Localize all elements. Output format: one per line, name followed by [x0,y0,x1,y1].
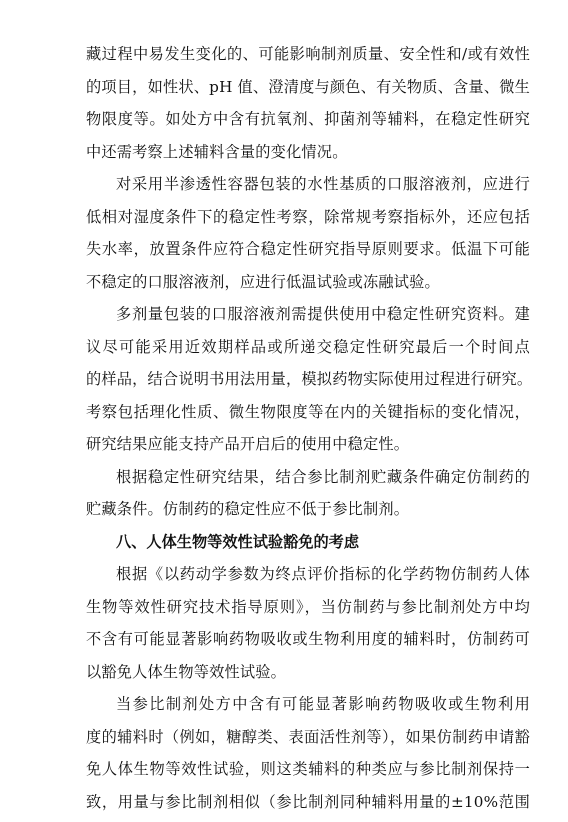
text-line: 失水率，放置条件应符合稳定性研究指导原则要求。低温下可能 [86,240,530,258]
text-line: 研究结果应能支持产品开启后的使用中稳定性。 [86,435,410,453]
text-line: 致，用量与参比制剂相似（参比制剂同种辅料用量的±10%范围 [86,792,530,811]
section-paragraph-2 [86,688,530,818]
text-line: 以豁免人体生物等效性试验。 [86,662,287,681]
text-line: 的样品，结合说明书用法用量，模拟药物实际使用过程进行研究。 [86,370,533,388]
text-line: 藏过程中易发生变化的、可能影响制剂质量、安全性和/或有效性 [86,45,530,63]
text-line: 根据稳定性研究结果，结合参比制剂贮藏条件确定仿制药的 [116,467,530,486]
text-line: 免人体生物等效性试验，则这类辅料的种类应与参比制剂保持一 [86,760,530,778]
paragraph-2 [86,168,530,298]
text-line: 当参比制剂处方中含有可能显著影响药物吸收或生物利用 [116,695,530,713]
paragraph-1 [86,38,530,168]
text-line: 物限度等。如处方中含有抗氧剂、抑菌剂等辅料，在稳定性研究 [86,110,530,128]
section-paragraph-1 [86,558,530,688]
text-line: 低相对湿度条件下的稳定性考察，除常规考察指标外，还应包括 [86,207,530,226]
text-line: 考察包括理化性质、微生物限度等在内的关键指标的变化情况， [86,402,530,421]
text-line: 对采用半渗透性容器包装的水性基质的口服溶液剂，应进行 [116,175,530,193]
section-heading: 八、人体生物等效性试验豁免的考虑 [116,532,359,551]
text-line: 多剂量包装的口服溶液剂需提供使用中稳定性研究资料。建 [116,305,530,323]
text-line: 度的辅料时（例如，糖醇类、表面活性剂等），如果仿制药申请豁 [86,727,530,746]
text-line: 贮藏条件。仿制药的稳定性应不低于参比制剂。 [86,500,410,518]
text-line: 议尽可能采用近效期样品或所递交稳定性研究最后一个时间点 [86,337,530,356]
text-line: 不稳定的口服溶液剂，应进行低温试验或冻融试验。 [86,272,440,291]
text-line: 不含有可能显著影响药物吸收或生物利用度的辅料时，仿制药可 [86,630,530,648]
text-line: 根据《以药动学参数为终点评价指标的化学药物仿制药人体 [116,565,530,583]
text-line: 的项目，如性状、pH 值、澄清度与颜色、有关物质、含量、微生 [86,77,530,96]
text-line: 生物等效性研究技术指导原则》，当仿制药与参比制剂处方中均 [86,597,530,616]
text-line: 中还需考察上述辅料含量的变化情况。 [86,142,348,161]
paragraph-3 [86,298,533,461]
paragraph-4 [86,461,530,526]
